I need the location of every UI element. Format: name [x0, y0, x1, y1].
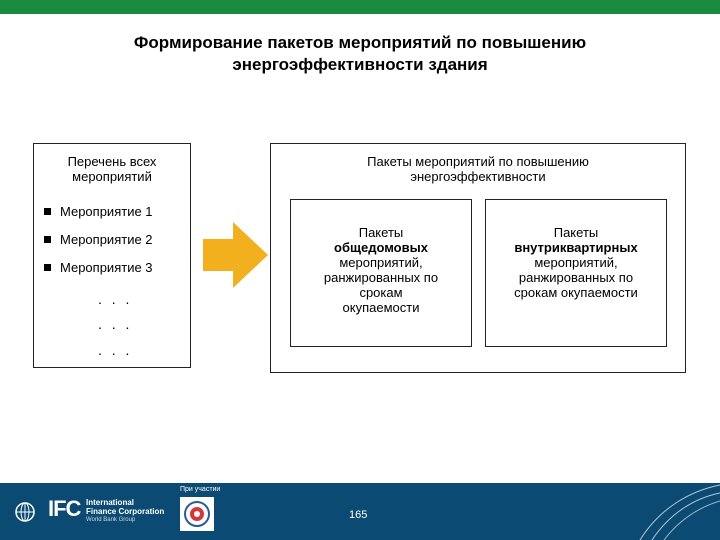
ifc-logo-text: IFC — [48, 496, 81, 521]
page-number: 165 — [349, 509, 368, 521]
ellipsis-1: . . . — [98, 291, 133, 307]
package-text: мероприятий, — [534, 255, 618, 270]
list-item-label: Мероприятие 2 — [60, 232, 153, 247]
package-text: Пакеты — [553, 225, 599, 240]
package-text: срокам окупаемости — [514, 285, 638, 300]
measures-list-heading — [34, 154, 190, 184]
list-item — [44, 202, 153, 230]
measures-list-heading-line-1: Перечень всех — [67, 154, 157, 169]
packages-panel — [270, 143, 686, 373]
bullet-icon — [44, 208, 51, 215]
organization-name-line-3: World Bank Group — [86, 517, 136, 523]
packages-heading — [271, 154, 685, 184]
organization-name-line-1: International — [86, 498, 135, 507]
package-type: общедомовых — [334, 240, 428, 255]
partner-emblem-icon — [180, 497, 214, 531]
ellipsis-2: . . . — [98, 316, 133, 332]
package-text: Пакеты — [358, 225, 404, 240]
decorative-swoosh — [620, 483, 720, 540]
right-arrow-icon — [203, 222, 269, 288]
organization-name — [86, 498, 164, 525]
measures-list-heading-line-2: мероприятий — [72, 169, 152, 184]
footer-bar — [0, 483, 720, 540]
list-item-label: Мероприятие 1 — [60, 204, 153, 219]
package-text: ранжированных по — [323, 270, 439, 285]
package-type: внутриквартирных — [514, 240, 638, 255]
apartment-packages-box — [485, 199, 667, 347]
package-text: ранжированных по — [518, 270, 634, 285]
packages-heading-line-1: Пакеты мероприятий по повышению — [367, 154, 589, 169]
packages-heading-line-2: энергоэффективности — [410, 169, 546, 184]
ifc-globe-icon — [14, 501, 44, 523]
package-text: срокам — [359, 285, 403, 300]
common-house-packages-box — [290, 199, 472, 347]
package-text: окупаемости — [342, 300, 420, 315]
package-text: мероприятий, — [339, 255, 423, 270]
slide-title — [60, 32, 660, 76]
measures-list — [44, 202, 153, 286]
measures-list-panel — [33, 143, 191, 368]
partner-label: При участии — [180, 486, 221, 493]
bullet-icon — [44, 264, 51, 271]
slide-title-line-1: Формирование пакетов мероприятий по повышению — [133, 33, 587, 52]
slide-title-line-2: энергоэффективности здания — [232, 55, 488, 74]
ellipsis-3: . . . — [98, 342, 133, 358]
list-item-label: Мероприятие 3 — [60, 260, 153, 275]
bullet-icon — [44, 236, 51, 243]
organization-name-line-2: Finance Corporation — [86, 507, 165, 516]
top-accent-bar — [0, 0, 720, 14]
list-item — [44, 258, 153, 286]
list-item — [44, 230, 153, 258]
